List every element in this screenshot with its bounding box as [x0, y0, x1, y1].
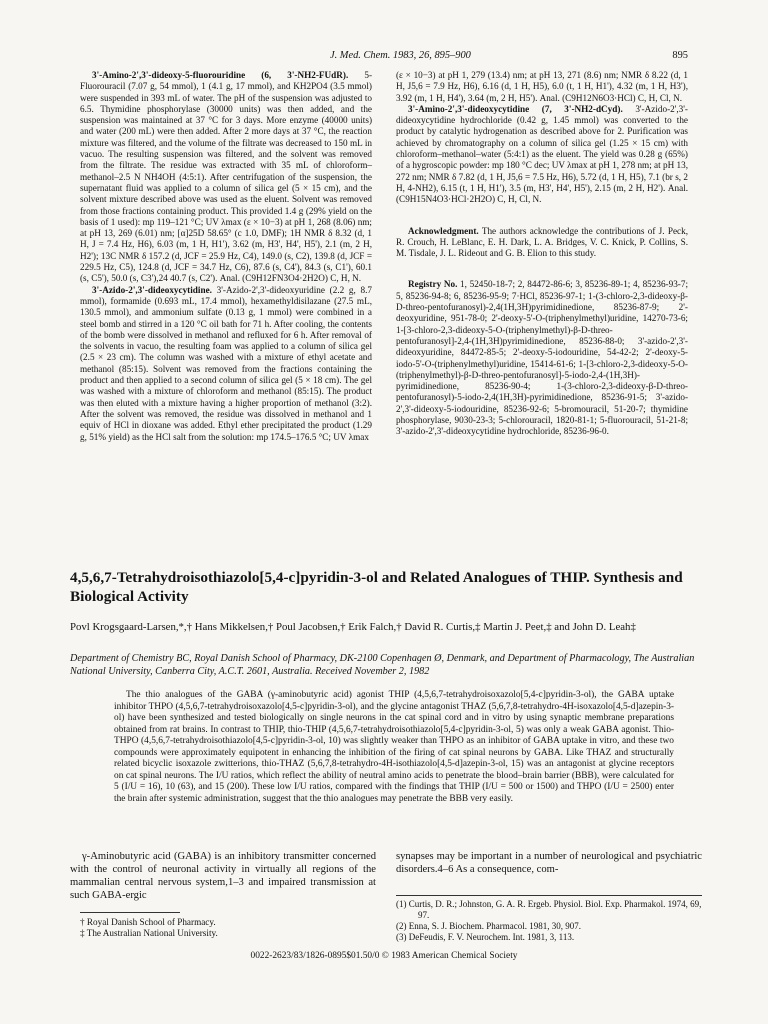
compound-heading: 3'-Amino-2',3'-dideoxy-5-fluorouridine (6, 3'-NH2-FUdR). — [92, 70, 349, 80]
footnote: ‡ The Australian National University. — [80, 928, 218, 938]
compound-heading: 3'-Amino-2',3'-dideoxycytidine (7, 3'-NH2-dCyd). — [408, 103, 623, 114]
footnote: † Royal Danish School of Pharmacy. — [80, 917, 216, 927]
compound-heading: 3'-Azido-2',3'-dideoxycytidine. — [92, 284, 212, 295]
footnote-rule — [80, 912, 180, 913]
abstract: The thio analogues of the GABA (γ-aminobutyric acid) agonist THIP (4,5,6,7-tetrahydroisoxazolo[5,4-c]pyridin-3-ol), the GABA uptake inhibitor THPO (4,5,6,7-tetrahydroisoxazolo[4,5-c]pyridin-3-ol), and the glycine antagonist THAZ (5,6,7,8-tetrahydro-4H-isoxazolo[4,5-d]azepin-3-ol) have been synthesized and tested biologically on single neurons in the cat spinal cord and in vitro by using synaptic membrane preparations obtained from rat brains. In contrast to THIP, thio-THIP (4,5,6,7-tetrahydroisothiazolo[5,4-c]pyridin-3-ol, 5) was only a weak GABA agonist. Thio-THPO (4,5,6,7-tetrahydroisothiazolo[4,5-c]pyridin-3-ol, 10) was slightly weaker than THPO as an inhibitor of GABA uptake in vitro, and these two compounds were approximately equipotent in enhancing the inhibition of the firing of cat spinal neurons by GABA. Like THAZ and structurally related bicyclic isoxazole zwitterions, thio-THAZ (5,6,7,8-tetrahydro-4H-isothiazolo[4,5-d]azepin-3-ol, 15) was an antagonist at glycine receptors on cat spinal neurons. The I/U ratios, which reflect the ability of neutral amino acids to penetrate the blood–brain barrier (BBB), were calculated for 5 (I/U = 16), 10 (63), and 15 (200). These low I/U ratios, compared with the findings that THIP (I/U = 500 or 1500) and THPO (I/U = 2500) enter the brain after systemic administration, suggest that the thio analogues may penetrate the BBB very easily. — [114, 690, 674, 804]
right-column — [396, 70, 688, 438]
acknowledgment-text: The authors acknowledge the contributions of J. Peck, R. Crouch, H. LeBlanc, E. H. Dark, L. A. Bridges, V. C. Knick, P. Collins, S. M. Tisdale, J. L. Rideout and G. B. Elion to this study. — [396, 225, 688, 259]
paragraph-text: 3'-Azido-2',3'-dideoxycytidine hydrochloride (0.42 g, 1.45 mmol) was converted to the product by catalytic hydrogenation as described above for 2. Purification was achieved by chromatography on a column of silica gel (1.25 × 15 cm) with chloroform–methanol–water (5:4:1) as the eluent. The yield was 0.28 g (65%) of a hygroscopic powder: mp 180 °C dec; UV λmax at pH 1, 278 nm; at pH 13, 272 nm; NMR δ 7.82 (d, 1 H, J5,6 = 7.5 Hz, H6), 5.72 (d, 1 H, H5), 7.1 (br s, 2 H, 4-NH2), 6.15 (t, 1 H, H1'), 3.5 (m, H3', H4', H5'), 2.15 (m, 2 H, H2'). Anal. (C9H15N4O3·HCl·2H2O) C, H, Cl, N. — [396, 103, 688, 205]
references — [396, 899, 702, 943]
running-header — [80, 50, 688, 66]
body-text-right: synapses may be important in a number of neurological and psychiatric disorders.4–6 As a consequence, com- — [396, 851, 702, 875]
affiliation: Department of Chemistry BC, Royal Danish School of Pharmacy, DK-2100 Copenhagen Ø, Denmark, and Department of Pharmacology, The Australian National University, Canberra City, A.C.T. 2601, Australia. Received November 2, 1982 — [70, 653, 695, 677]
left-column — [80, 70, 372, 443]
page-number: 895 — [672, 50, 688, 61]
registry-heading: Registry No. — [408, 279, 458, 290]
reference-item: (1) Curtis, D. R.; Johnston, G. A. R. Ergeb. Physiol. Biol. Exp. Pharmakol. 1974, 69, 97. — [396, 899, 702, 920]
body-text-left: γ-Aminobutyric acid (GABA) is an inhibitory transmitter concerned with the control of neuronal activity in virtually all regions of the mammalian central nervous system,1–3 and impaired transmission at such GABA-ergic — [70, 851, 376, 901]
article-title: 4,5,6,7-Tetrahydroisothiazolo[5,4-c]pyridin-3-ol and Related Analogues of THIP. Synthesis and Biological Activity — [70, 569, 683, 605]
reference-item: (2) Enna, S. J. Biochem. Pharmacol. 1981, 30, 907. — [396, 921, 581, 931]
journal-citation: J. Med. Chem. 1983, 26, 895–900 — [330, 50, 471, 61]
acknowledgment-heading: Acknowledgment. — [408, 225, 479, 236]
registry-text: 1, 52450-18-7; 2, 84472-86-6; 3, 85236-89-1; 4, 85236-93-7; 5, 85236-94-8; 6, 85236-95-9; 7·HCl, 85236-97-1; 1-(3-chloro-2,3-dideoxy-β-D-threo-pentofuranosyl)-2,4(1H,3H)pyrimidinedione, 85236-87-9; 2'-deoxyuridine, 951-78-0; 2'-deoxy-5'-O-(triphenylmethyl)uridine, 14270-73-6; 1-[3-chloro-2,3-dideoxy-5-O-(triphenylmethyl)-β-D-threo-pentofuranosyl]-2,4-(1H,3H)pyrimidinedione, 85236-88-0; 3'-azido-2',3'-dideoxyuridine, 84472-85-5; 2'-deoxy-5-iodouridine, 54-42-2; 2'-deoxy-5-iodo-5'-O-(triphenylmethyl)uridine, 15414-61-6; 1-[3-chloro-2,3-dideoxy-5-O-(triphenylmethyl)-β-D-threo-pentofuranosyl]-5-iodo-2,4-(1H,3H)-pyrimidinedione, 85236-90-4; 1-(3-chloro-2,3-dideoxy-β-D-threo-pentofuranosyl)-5-iodo-2,4(1H,3H)-pyrimidinedione, 85236-91-5; 3'-azido-2',3'-dideoxy-5-iodouridine, 85236-92-6; 5-bromouracil, 51-20-7; thymidine phosphorylase, 9030-23-3; 5-chlorouracil, 1820-81-1; 5-fluorouracil, 51-21-8; 3'-azido-2',3'-dideoxycytidine hydrochloride, 85236-96-0. — [396, 279, 688, 437]
paragraph-text: 5-Fluorouracil (7.07 g, 54 mmol), 1 (4.1 g, 17 mmol), and KH2PO4 (3.5 mmol) were suspended in 393 mL of water. The pH of the suspension was adjusted to 6.5. Thymidine phosphorylase (30000 units) was then added, and the suspension was maintained at 37 °C for 3 days. More enzyme (40000 units) and water (200 mL) were then added. After 2 more days at 37 °C, the reaction mixture was filtered, and the volume of the filtrate was decreased to 150 mL in vacuo. The resulting suspension was filtered, and the solvent was removed from the filtrate. The residue was extracted with 35 mL of chloroform–methanol–2.5 N NH4OH (4:5:1). After centrifugation of the suspension, the supernatant fluid was applied to a column of silica gel (5 × 15 cm), and the solvent mixture described above was used as the eluent. Solvent was removed from those fractions containing product. This provided 1.4 g (29% yield on the basis of 1 used): mp 119–121 °C; UV λmax (ε × 10−3) at pH 1, 268 (8.06) nm; at pH 13, 269 (6.01) nm; [α]25D 58.65° (c 1.0, DMF); 1H NMR δ 8.32 (d, 1 H, J = 7.4 Hz, H6), 6.03 (m, 1 H, H1'), 3.62 (m, H3', H4', H5'), 2.1 (m, 2 H, H2'); 13C NMR δ 157.2 (d, JCF = 25.9 Hz, C4), 149.0 (s, C2), 139.8 (d, JCF = 229.5 Hz, C5), 124.8 (d, JCF = 34.7 Hz, C6), 87.6 (s, C4'), 84.3 (s, C1'), 60.1 (s, C5'), 50.0 (s, C3'),24 40.7 (s, C2'). Anal. (C9H12FN3O4·2H2O) C, H, N. — [80, 70, 372, 284]
paragraph-text: 3'-Azido-2',3'-dideoxyuridine (2.2 g, 8.7 mmol), formamide (0.693 mL, 17.4 mmol), hexamethyldisilazane (27.5 mL, 130.5 mmol), and ammonium sulfate (0.13 g, 1 mmol) were combined in a steel bomb and stirred in a 120 °C oil bath for 71 h. After cooling, the contents of the bomb were dissolved in methanol and refluxed for 6 h. After removal of the solvents in vacuo, the resulting foam was applied to a column of silica gel (2.5 × 23 cm). The column was washed with a mixture of ethyl acetate and methanol (85:15). Solvent was removed from the fractions containing the product and then applied to a second column of silica gel (5 × 18 cm). The gel was washed with a mixture of chloroform and methanol (85:15). The product was then eluted with a mixture having a higher proportion of methanol (3:2). After the solvent was removed, the residue was dissolved in methanol and 1 equiv of HCl in dioxane was added. Ethyl ether precipitated the product (1.29 g, 51% yield) as the HCl salt from the solution: mp 174.5–176.5 °C; UV λmax — [80, 284, 373, 442]
paragraph-text: (ε × 10−3) at pH 1, 279 (13.4) nm; at pH 13, 271 (8.6) nm; NMR δ 8.22 (d, 1 H, J5,6 = 7.9 Hz, H6), 6.16 (d, 1 H, H5), 6.0 (t, 1 H, H1'), 4.32 (m, 1 H, H3'), 3.92 (m, 1 H, H4'), 3.64 (m, 2 H, H5'). Anal. (C9H12N6O3·HCl) C, H, Cl, N. — [396, 70, 688, 103]
footnotes — [80, 917, 330, 939]
references-rule — [396, 895, 702, 896]
copyright-footer: 0022-2623/83/1826-0895$01.50/0 © 1983 American Chemical Society — [250, 951, 518, 961]
reference-item: (3) DeFeudis, F. V. Neurochem. Int. 1981, 3, 113. — [396, 932, 575, 942]
author-list: Povl Krogsgaard-Larsen,*,† Hans Mikkelsen,† Poul Jacobsen,† Erik Falch,† David R. Curtis,‡ Martin J. Peet,‡ and John D. Leah‡ — [70, 621, 636, 633]
